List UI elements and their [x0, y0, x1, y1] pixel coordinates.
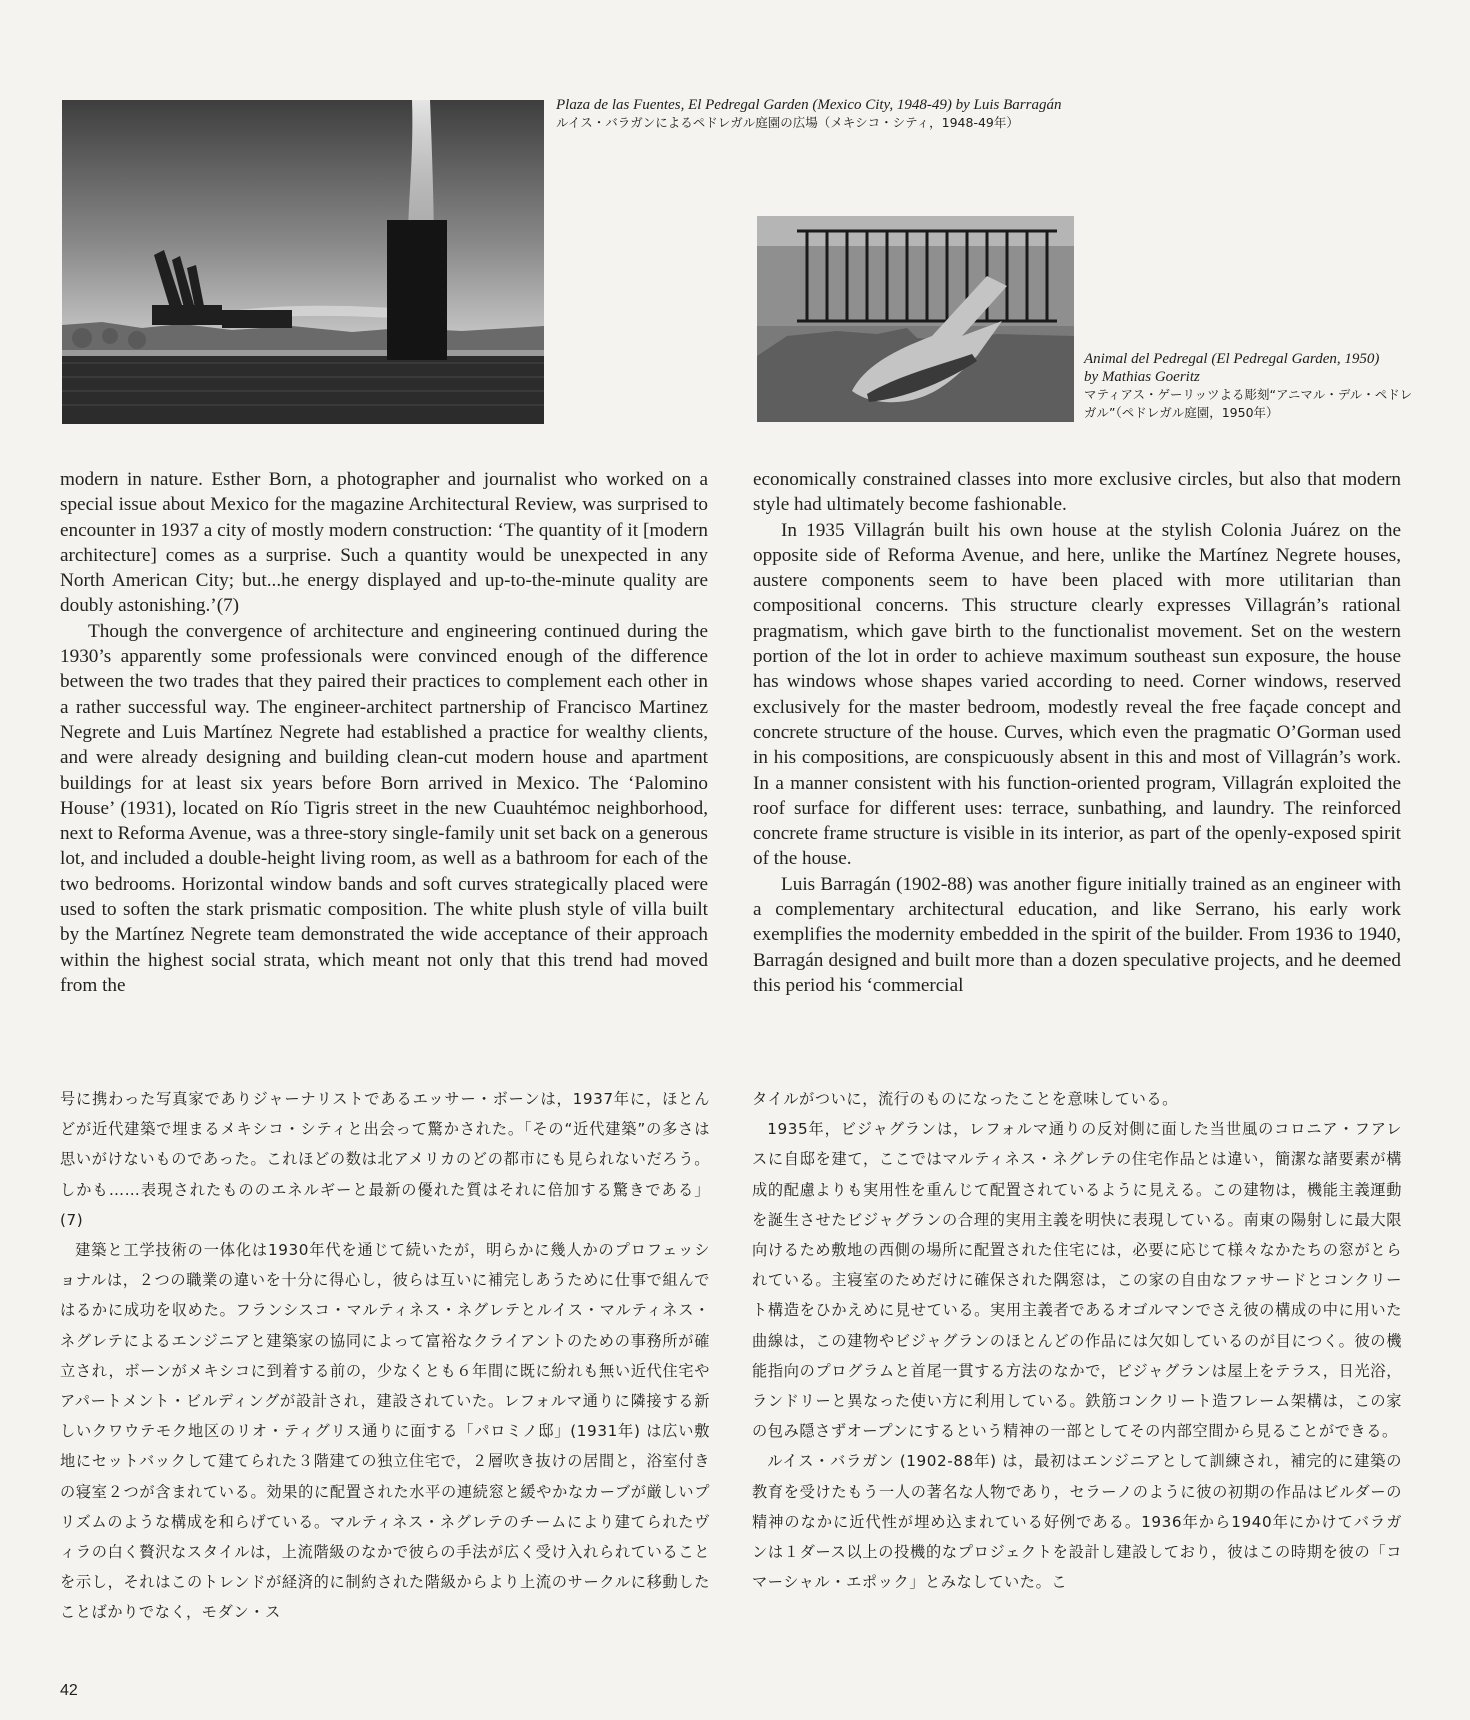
english-paragraph: Luis Barragán (1902-88) was another figure initially trained as an engineer with a complementary architectural education, and like Serrano, his early work exemplifies the modernity embedded in the spirit of the builder. From 1936 to 1940, Barragán designed and built more than a dozen speculative projects, and he deemed this period his ‘commercial	[753, 873, 1401, 996]
sculpture-photo-image	[757, 216, 1074, 422]
plaza-caption-japanese: ルイス・バラガンによるペドレガル庭園の広場（メキシコ・シティ，1948-49年）	[556, 115, 1019, 130]
sculpture-caption-japanese: マティアス・ゲーリッツよる彫刻“アニマル・デル・ペドレガル”（ペドレガル庭園，1950年）	[1084, 387, 1413, 420]
japanese-paragraph: ルイス・バラガン (1902-88年) は，最初はエンジニアとして訓練され，補完的に建築の教育を受けたもう一人の著名な人物であり，セラーノのように彼の初期の作品はビルダーの精神のなかに近代性が埋め込まれている好例である。1936年から1940年にかけてバラガンは１ダース以上の投機的なプロジェクトを設計し建設しており，彼はこの時期を彼の「コマーシャル・エポック」とみなしていた。こ	[752, 1452, 1402, 1592]
sculpture-photo	[757, 216, 1074, 422]
japanese-paragraph: タイルがついに，流行のものになったことを意味している。	[752, 1090, 1178, 1108]
sculpture-photo-caption	[1084, 350, 1414, 422]
english-paragraph: modern in nature. Esther Born, a photographer and journalist who worked on a special issue about Mexico for the magazine Architectural Review, was surprised to encounter in 1937 a city of mostly modern construction: ‘The quantity of it [modern architecture] comes as a surprise. Such a quantity would be unexpected in any North American City; but...he energy displayed and up-to-the-minute quality are doubly astonishing.’(7)	[60, 469, 708, 617]
japanese-column-left	[60, 1084, 710, 1628]
japanese-paragraph: 1935年，ビジャグランは，レフォルマ通りの反対側に面した当世風のコロニア・フアレスに自邸を建て，ここではマルティネス・ネグレテの住宅作品とは違い，簡潔な諸要素が構成的配慮よりも実用性を重んじて配置されているように見える。この建物は，機能主義運動を誕生させたビジャグランの合理的実用主義を明快に表現している。南東の陽射しに最大限向けるため敷地の西側の場所に配置された住宅には，必要に応じて様々なかたちの窓がとられている。主寝室のためだけに確保された隅窓は，この家の自由なファサードとコンクリート構造をひかえめに見せている。実用主義者であるオゴルマンでさえ彼の構成の中に用いた曲線は，この建物やビジャグランのほとんどの作品には欠如しているのが目につく。彼の機能指向のプログラムと首尾一貫する方法のなかで，ビジャグランは屋上をテラス，日光浴，ランドリーと異なった使い方に利用している。鉄筋コンクリート造フレーム架構は，この家の包み隠さずオープンにするという精神の一部としてその内部空間から見ることができる。	[752, 1120, 1402, 1441]
english-paragraph: In 1935 Villagrán built his own house at the stylish Colonia Juárez on the opposite side of Reforma Avenue, and here, unlike the Martínez Negrete houses, austere components seem to have been placed with more utilitarian than compositional concerns. This structure clearly expresses Villagrán’s rational pragmatism, which gave birth to the functionalist movement. Set on the western portion of the lot in order to achieve maximum southeast sun exposure, the house has windows whose shapes varied according to need. Corner windows, reserved exclusively for the master bedroom, modestly reveal the free façade concept and concrete structure of the house. Curves, which even the pragmatic O’Gorman used in his compositions, are conspicuously absent in this and most of Villagrán’s work. In a manner consistent with his function-oriented program, Villagrán exploited the roof surface for different uses: terrace, sunbathing, and laundry. The reinforced concrete frame structure is visible in its interior, as part of the openly-exposed spirit of the house.	[753, 519, 1401, 870]
japanese-column-right	[752, 1084, 1402, 1597]
plaza-photo-image	[62, 100, 544, 424]
english-paragraph: Though the convergence of architecture and engineering continued during the 1930’s apparently some professionals were convinced enough of the difference between the two trades that they paired their practices to complement each other in a rather successful way. The engineer-architect partnership of Francisco Martinez Negrete and Luis Martínez Negrete had established a practice for wealthy clients, and were already designing and building clean-cut modern house and apartment buildings for at least six years before Born arrived in Mexico. The ‘Palomino House’ (1931), located on Río Tigris street in the new Cuauhtémoc neighborhood, next to Reforma Avenue, was a three-story single-family unit set back on a generous lot, and included a double-height living room, as well as a bathroom for each of the two bedrooms. Horizontal window bands and soft curves strategically placed were used to soften the stark prismatic composition. The white plush style of villa built by the Martínez Negrete team demonstrated the wide acceptance of their approach within the highest social strata, which meant not only that this trend had moved from the	[60, 620, 708, 996]
sculpture-caption-english-title: Animal del Pedregal (El Pedregal Garden, 1950)	[1084, 351, 1380, 367]
english-column-left	[60, 467, 708, 998]
english-paragraph: economically constrained classes into more exclusive circles, but also that modern style had ultimately become fashionable.	[753, 469, 1401, 516]
page-number: 42	[60, 1682, 78, 1699]
japanese-paragraph: 建築と工学技術の一体化は1930年代を通じて続いたが，明らかに幾人かのプロフェッショナルは，２つの職業の違いを十分に得心し，彼らは互いに補完しあうために仕事で組んではるかに成功を収めた。フランシスコ・マルティネス・ネグレテとルイス・マルティネス・ネグレテによるエンジニアと建築家の協同によって富裕なクライアントのための事務所が確立され，ボーンがメキシコに到着する前の，少なくとも６年間に既に紛れも無い近代住宅やアパートメント・ビルディングが設計され，建設されていた。レフォルマ通りに隣接する新しいクワウテモク地区のリオ・ティグリス通りに面する「パロミノ邸」(1931年) は広い敷地にセットバックして建てられた３階建ての独立住宅で，２層吹き抜けの居間と，浴室付きの寝室２つが含まれている。効果的に配置された水平の連続窓と緩やかなカーブが厳しいプリズムのような構成を和らげている。マルティネス・ネグレテのチームにより建てられたヴィラの白く贅沢なスタイルは，上流階級のなかで彼らの手法が広く受け入れられていることを示し，それはこのトレンドが経済的に制約された階級からより上流のサークルに移動したことばかりでなく，モダン・ス	[60, 1241, 710, 1622]
plaza-caption-english: Plaza de las Fuentes, El Pedregal Garden (Mexico City, 1948-49) by Luis Barragán	[556, 97, 1062, 113]
plaza-photo-caption	[556, 96, 1116, 132]
sculpture-caption-english-artist: by Mathias Goeritz	[1084, 369, 1200, 385]
japanese-paragraph: 号に携わった写真家でありジャーナリストであるエッサー・ボーンは，1937年に，ほとんどが近代建築で埋まるメキシコ・シティと出会って驚かされた。「その“近代建築”の多さは思いがけないものであった。これほどの数は北アメリカのどの都市にも見られないだろう。しかも……表現されたもののエネルギーと最新の優れた質はそれに倍加する驚きである」(7)	[60, 1090, 710, 1229]
english-column-right	[753, 467, 1401, 998]
plaza-photo	[62, 100, 544, 424]
